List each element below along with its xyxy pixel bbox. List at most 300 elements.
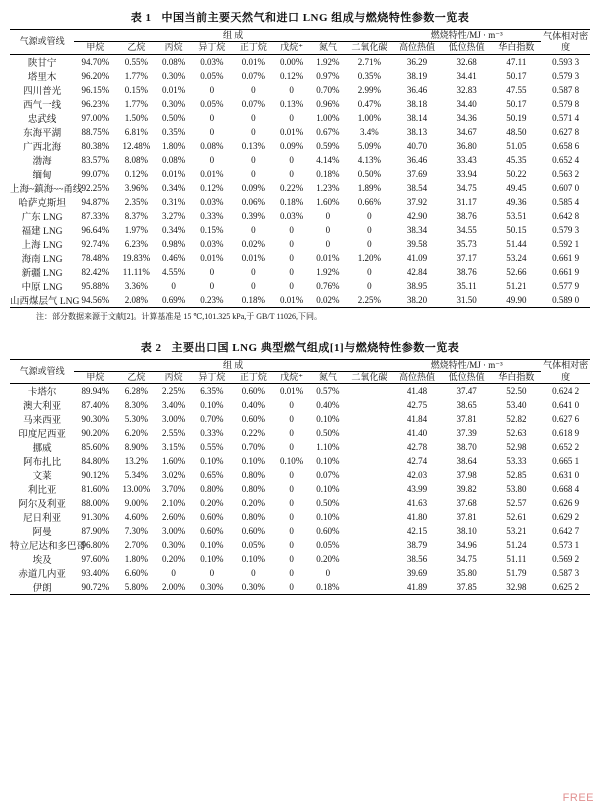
row-cell: 0 xyxy=(289,498,294,509)
row-cell xyxy=(347,384,393,399)
table-1-col-ic4: 异丁烷 xyxy=(198,42,226,53)
table-row xyxy=(10,223,590,237)
row-cell: 87.40% xyxy=(81,400,110,411)
row-cell: 37.98 xyxy=(456,470,477,481)
table-2-header-row-2 xyxy=(10,372,590,384)
row-cell: 0.589 0 xyxy=(552,294,580,305)
row-cell xyxy=(347,538,393,552)
table-row xyxy=(10,384,590,399)
row-cell: 0.96% xyxy=(316,98,340,109)
row-cell: 1.77% xyxy=(124,98,148,109)
row-cell: 0 xyxy=(289,238,294,249)
row-source-name: 马来西亚 xyxy=(23,416,62,427)
row-cell: 0.00% xyxy=(280,56,304,67)
row-cell: 0.12% xyxy=(124,168,148,179)
row-cell: 0.15% xyxy=(200,224,224,235)
row-cell: 6.20% xyxy=(124,428,148,439)
row-cell: 90.12% xyxy=(81,470,110,481)
table-row xyxy=(10,482,590,496)
row-cell: 0.67% xyxy=(316,126,340,137)
row-cell: 4.55% xyxy=(161,266,186,277)
table-row xyxy=(10,251,590,265)
row-cell: 0 xyxy=(367,224,372,235)
row-cell: 96.80% xyxy=(81,540,110,551)
row-cell: 41.89 xyxy=(406,582,428,593)
row-cell: 0.50% xyxy=(357,168,381,179)
row-cell: 0.07% xyxy=(241,98,265,109)
row-cell: 0 xyxy=(325,568,331,579)
row-cell: 33.94 xyxy=(456,168,477,179)
row-cell: 0.50% xyxy=(316,428,340,439)
row-cell: 35.80 xyxy=(456,568,477,579)
row-cell: 0.30% xyxy=(161,540,186,551)
row-cell: 1.80% xyxy=(124,554,148,565)
row-cell: 8.08% xyxy=(124,154,148,165)
row-cell: 34.40 xyxy=(456,98,477,109)
row-cell: 85.60% xyxy=(81,442,110,453)
row-cell: 0.631 0 xyxy=(552,470,580,481)
row-cell: 0.10% xyxy=(241,456,265,467)
row-cell: 87.90% xyxy=(81,526,110,537)
table-row xyxy=(10,468,590,482)
row-source-name: 中原 LNG xyxy=(21,282,63,293)
row-cell: 3.40% xyxy=(161,400,186,411)
row-cell: 0.668 4 xyxy=(552,484,580,495)
row-cell: 38.10 xyxy=(456,526,477,537)
table-1-note: 注：部分数据来源于文献[2]。计算基准是 15 ℃,101.325 kPa,于 GB/T 11026,下同。 xyxy=(36,311,323,321)
row-cell: 3.00% xyxy=(161,526,186,537)
row-cell: 0.18% xyxy=(280,196,304,207)
row-cell: 82.42% xyxy=(81,266,110,277)
row-cell: 0 xyxy=(251,112,256,123)
row-source-name: 福建 LNG xyxy=(21,226,63,237)
table-row xyxy=(10,440,590,454)
row-cell: 0.03% xyxy=(200,238,224,249)
row-cell: 0 xyxy=(367,238,372,249)
table-row xyxy=(10,83,590,97)
row-cell: 0.592 1 xyxy=(552,238,580,249)
row-cell: 31.50 xyxy=(456,294,477,305)
row-cell: 0.01% xyxy=(280,294,304,305)
row-cell: 0.46% xyxy=(161,252,186,263)
row-cell: 0.10% xyxy=(200,554,224,565)
row-cell: 41.09 xyxy=(406,252,428,263)
row-cell: 81.60% xyxy=(81,484,110,495)
row-cell: 3.15% xyxy=(161,442,186,453)
table-row xyxy=(10,153,590,167)
row-cell: 93.40% xyxy=(81,568,110,579)
row-cell: 0.70% xyxy=(316,84,340,95)
row-cell: 0 xyxy=(209,126,215,137)
table-2-header-group-density: 气体相对密度 xyxy=(543,360,589,382)
row-cell: 39.58 xyxy=(406,238,428,249)
table-1-body xyxy=(10,54,590,307)
table-1-caption xyxy=(10,6,590,29)
row-cell: 0.06% xyxy=(241,196,265,207)
row-cell: 0.641 0 xyxy=(552,400,580,411)
table-row xyxy=(10,97,590,111)
row-cell: 0.624 2 xyxy=(552,386,580,397)
row-cell: 1.92% xyxy=(316,266,340,277)
row-cell: 87.33% xyxy=(81,210,110,221)
row-cell: 34.41 xyxy=(456,70,477,81)
row-cell: 3.02% xyxy=(161,470,186,481)
row-cell: 37.39 xyxy=(456,428,477,439)
row-cell: 0.08% xyxy=(161,154,186,165)
row-cell: 0.579 8 xyxy=(552,98,580,109)
row-cell: 0.12% xyxy=(280,70,304,81)
row-cell: 0.09% xyxy=(280,140,304,151)
table-1-col-nc4: 正丁烷 xyxy=(239,42,267,53)
row-cell: 45.35 xyxy=(506,154,527,165)
row-cell: 0.47% xyxy=(357,98,381,109)
row-cell: 50.17 xyxy=(506,98,527,109)
row-cell: 0.10% xyxy=(241,554,265,565)
row-cell: 6.35% xyxy=(200,386,224,397)
row-cell: 0.02% xyxy=(241,238,265,249)
row-cell: 0.33% xyxy=(200,428,224,439)
row-cell: 2.70% xyxy=(124,540,148,551)
row-source-name: 印度尼西亚 xyxy=(18,430,66,441)
row-cell: 90.20% xyxy=(81,428,110,439)
table-2-header-source: 气源或管线 xyxy=(19,366,65,377)
table-2-col-c5plus: 戊烷⁺ xyxy=(280,372,304,383)
row-cell: 51.05 xyxy=(506,140,527,151)
row-cell: 0.03% xyxy=(200,196,224,207)
row-source-name: 四川普光 xyxy=(23,86,62,97)
row-cell: 1.80% xyxy=(161,140,186,151)
row-cell: 0.40% xyxy=(241,400,265,411)
row-cell: 0.10% xyxy=(200,400,224,411)
table-2-caption-text: 主要出口国 LNG 典型燃气组成[1]与燃烧特性参数一览表 xyxy=(171,341,460,354)
row-cell: 0.30% xyxy=(241,582,265,593)
row-cell: 0.13% xyxy=(280,98,304,109)
row-cell: 38.65 xyxy=(456,400,477,411)
row-cell: 91.30% xyxy=(81,512,110,523)
row-cell: 0 xyxy=(289,400,294,411)
row-cell: 47.55 xyxy=(506,84,527,95)
row-cell: 51.79 xyxy=(506,568,527,579)
row-cell: 0 xyxy=(325,210,331,221)
row-cell: 0 xyxy=(289,154,294,165)
row-cell: 0 xyxy=(289,526,294,537)
row-cell: 0.01% xyxy=(161,168,186,179)
row-cell: 0.20% xyxy=(161,554,186,565)
row-cell: 42.90 xyxy=(406,210,428,221)
row-cell: 0.569 2 xyxy=(552,554,580,565)
row-cell: 39.69 xyxy=(406,568,428,579)
row-cell: 47.11 xyxy=(506,56,527,67)
table-2-header-group-composition: 组 成 xyxy=(74,359,392,371)
row-cell: 51.44 xyxy=(506,238,527,249)
row-cell: 0 xyxy=(251,168,256,179)
row-cell: 0 xyxy=(289,112,294,123)
row-source-name: 文莱 xyxy=(32,472,52,483)
table-2-block xyxy=(10,336,590,596)
row-source-name: 利比亚 xyxy=(27,486,57,497)
table-2-body xyxy=(10,384,590,595)
row-cell: 8.30% xyxy=(124,400,148,411)
row-cell: 0 xyxy=(171,568,176,579)
row-cell: 43.99 xyxy=(406,484,428,495)
row-cell: 0 xyxy=(209,154,215,165)
row-cell: 7.30% xyxy=(124,526,148,537)
row-cell xyxy=(347,412,393,426)
row-cell: 2.99% xyxy=(357,84,381,95)
table-2-caption-number: 表 2 xyxy=(140,341,162,354)
row-cell: 0 xyxy=(289,582,294,593)
row-cell: 0.563 2 xyxy=(552,168,580,179)
row-cell: 34.96 xyxy=(456,540,477,551)
row-cell: 50.19 xyxy=(506,112,527,123)
row-cell: 3.4% xyxy=(359,126,379,137)
row-cell: 41.84 xyxy=(406,414,428,425)
row-source-name: 广东 LNG xyxy=(21,212,63,223)
row-cell: 0.10% xyxy=(200,540,224,551)
row-cell: 39.82 xyxy=(456,484,477,495)
row-cell: 0 xyxy=(209,280,215,291)
table-row xyxy=(10,54,590,69)
row-cell: 0.593 3 xyxy=(552,56,580,67)
row-cell: 0.22% xyxy=(241,428,265,439)
row-cell: 0 xyxy=(289,280,294,291)
row-cell: 5.34% xyxy=(124,470,148,481)
row-cell: 0.10% xyxy=(316,414,340,425)
row-source-name: 广西北海 xyxy=(23,142,62,153)
row-cell: 36.29 xyxy=(406,56,428,67)
row-cell: 6.81% xyxy=(124,126,148,137)
row-cell: 0.07% xyxy=(241,70,265,81)
row-cell: 41.63 xyxy=(406,498,428,509)
table-1-header-group-combustion: 燃烧特性/MJ · m⁻³ xyxy=(392,30,541,42)
table-row xyxy=(10,566,590,580)
row-cell xyxy=(347,496,393,510)
row-source-name: 赤道几内亚 xyxy=(18,570,66,581)
row-source-name: 渤海 xyxy=(32,156,52,167)
row-cell: 38.79 xyxy=(406,540,428,551)
table-1 xyxy=(10,29,590,308)
row-cell: 0 xyxy=(289,554,294,565)
row-cell: 0.18% xyxy=(316,582,340,593)
row-cell: 9.00% xyxy=(124,498,148,509)
row-cell: 0.642 7 xyxy=(552,526,580,537)
row-cell: 38.54 xyxy=(406,182,428,193)
row-cell: 13.00% xyxy=(122,484,151,495)
table-row xyxy=(10,125,590,139)
row-cell: 2.10% xyxy=(161,498,186,509)
row-cell: 0 xyxy=(251,266,256,277)
row-cell: 89.94% xyxy=(81,386,110,397)
row-cell: 1.50% xyxy=(124,112,148,123)
row-cell: 0.652 2 xyxy=(552,442,580,453)
table-row xyxy=(10,237,590,251)
table-row xyxy=(10,510,590,524)
row-cell: 4.13% xyxy=(357,154,381,165)
table-2-col-n2: 氮气 xyxy=(318,372,337,383)
table-row xyxy=(10,69,590,83)
table-row xyxy=(10,454,590,468)
row-cell: 3.36% xyxy=(124,280,148,291)
row-cell: 1.23% xyxy=(316,182,340,193)
table-2-col-ch4: 甲烷 xyxy=(86,372,105,383)
row-cell: 0 xyxy=(289,266,294,277)
row-cell: 1.92% xyxy=(316,56,340,67)
row-cell: 0.05% xyxy=(316,540,340,551)
row-cell xyxy=(347,510,393,524)
row-cell: 6.28% xyxy=(124,386,148,397)
row-cell xyxy=(347,426,393,440)
table-1-header-group-composition: 组 成 xyxy=(74,30,392,42)
row-cell: 96.64% xyxy=(81,224,110,235)
row-cell: 1.97% xyxy=(124,224,148,235)
table-2-header-group-combustion: 燃烧特性/MJ · m⁻³ xyxy=(392,359,541,371)
row-source-name: 哈萨克斯坦 xyxy=(18,198,66,209)
row-cell: 84.80% xyxy=(81,456,110,467)
row-cell: 48.50 xyxy=(506,126,527,137)
row-cell: 1.77% xyxy=(124,70,148,81)
row-cell: 0.03% xyxy=(280,210,304,221)
row-cell: 0.587 3 xyxy=(552,568,580,579)
row-cell: 0 xyxy=(289,84,294,95)
row-cell: 0 xyxy=(289,442,294,453)
row-cell: 0.13% xyxy=(241,140,265,151)
row-cell: 34.55 xyxy=(456,224,477,235)
row-source-name: 塔里木 xyxy=(27,72,57,83)
row-cell xyxy=(347,580,393,595)
table-row xyxy=(10,111,590,125)
table-2-col-wobbe: 华白指数 xyxy=(498,372,535,383)
row-cell: 0 xyxy=(367,280,372,291)
row-cell: 78.48% xyxy=(81,252,110,263)
table-row xyxy=(10,398,590,412)
row-cell: 0.10% xyxy=(200,456,224,467)
row-cell: 37.81 xyxy=(456,414,477,425)
row-cell: 94.87% xyxy=(81,196,110,207)
row-cell: 5.80% xyxy=(124,582,148,593)
row-cell: 0.01% xyxy=(280,386,304,397)
row-cell: 0 xyxy=(251,84,256,95)
row-source-name: 海南 LNG xyxy=(21,254,63,265)
row-cell: 34.36 xyxy=(456,112,477,123)
row-cell: 53.33 xyxy=(506,456,527,467)
row-cell: 0.05% xyxy=(200,98,224,109)
row-cell: 97.60% xyxy=(81,554,110,565)
table-1-header-source: 气源或管线 xyxy=(19,36,65,47)
row-cell: 1.00% xyxy=(316,112,340,123)
row-cell: 32.68 xyxy=(456,56,477,67)
row-cell: 0.12% xyxy=(200,182,224,193)
row-cell: 0 xyxy=(289,540,294,551)
row-cell: 0 xyxy=(289,428,294,439)
row-cell: 90.30% xyxy=(81,414,110,425)
row-cell: 53.80 xyxy=(506,484,527,495)
row-cell: 0.20% xyxy=(316,554,340,565)
row-cell: 0 xyxy=(251,126,256,137)
table-2-caption xyxy=(10,336,590,359)
row-cell: 2.60% xyxy=(161,512,186,523)
row-cell: 1.00% xyxy=(357,112,381,123)
row-cell: 0 xyxy=(367,266,372,277)
row-cell xyxy=(347,468,393,482)
row-cell: 42.03 xyxy=(406,470,428,481)
row-source-name: 卡塔尔 xyxy=(27,388,57,399)
row-cell: 0.629 2 xyxy=(552,512,580,523)
row-cell: 0.55% xyxy=(200,442,224,453)
row-source-name: 东海平湖 xyxy=(23,128,62,139)
row-cell: 0.35% xyxy=(357,70,381,81)
row-cell: 0.618 9 xyxy=(552,428,580,439)
row-cell: 0.02% xyxy=(316,294,340,305)
table-row xyxy=(10,524,590,538)
row-cell: 38.20 xyxy=(406,294,428,305)
row-cell: 37.92 xyxy=(406,196,428,207)
table-1-col-c3h8: 丙烷 xyxy=(164,42,183,53)
row-cell: 0 xyxy=(367,210,372,221)
row-cell: 0 xyxy=(325,224,331,235)
row-cell: 0 xyxy=(289,470,294,481)
row-cell: 52.85 xyxy=(506,470,527,481)
row-cell: 1.60% xyxy=(316,196,340,207)
row-cell: 50.15 xyxy=(506,224,527,235)
row-cell: 36.80 xyxy=(456,140,477,151)
row-cell: 83.57% xyxy=(81,154,110,165)
row-cell: 3.00% xyxy=(161,414,186,425)
row-cell: 37.69 xyxy=(406,168,428,179)
row-cell: 0.66% xyxy=(357,196,381,207)
row-cell: 0.10% xyxy=(316,484,340,495)
row-cell: 34.75 xyxy=(456,182,477,193)
row-cell: 0.573 1 xyxy=(552,540,580,551)
row-cell: 32.98 xyxy=(506,582,527,593)
row-cell: 32.83 xyxy=(456,84,477,95)
row-source-name: 澳大利亚 xyxy=(23,402,62,413)
row-cell: 0.01% xyxy=(241,56,265,67)
row-cell: 49.45 xyxy=(506,182,527,193)
row-source-name: 忠武线 xyxy=(27,114,57,125)
row-cell: 0.80% xyxy=(241,484,265,495)
row-cell: 1.60% xyxy=(161,456,186,467)
row-cell: 0.30% xyxy=(161,70,186,81)
table-2-col-c3h8: 丙烷 xyxy=(164,372,183,383)
row-cell: 90.72% xyxy=(81,582,110,593)
row-cell: 51.21 xyxy=(506,280,527,291)
row-cell: 0.05% xyxy=(200,70,224,81)
row-cell: 0.20% xyxy=(200,498,224,509)
row-cell: 0 xyxy=(289,414,294,425)
row-cell: 41.80 xyxy=(406,512,428,523)
row-cell: 0.627 6 xyxy=(552,414,580,425)
row-cell: 38.76 xyxy=(456,266,477,277)
row-cell: 0.661 9 xyxy=(552,252,580,263)
row-cell: 0.60% xyxy=(316,526,340,537)
table-1-caption-text: 中国当前主要天然气和进口 LNG 组成与燃烧特性参数一览表 xyxy=(161,12,470,24)
row-cell: 0.01% xyxy=(280,126,304,137)
row-cell: 0.18% xyxy=(316,168,340,179)
row-cell: 2.35% xyxy=(124,196,148,207)
row-cell: 38.70 xyxy=(456,442,477,453)
row-cell: 49.90 xyxy=(506,294,527,305)
row-cell: 2.08% xyxy=(124,294,148,305)
table-2-col-c2h6: 乙烷 xyxy=(127,372,146,383)
row-cell: 0.665 1 xyxy=(552,456,580,467)
row-cell: 40.70 xyxy=(406,140,428,151)
row-cell: 0 xyxy=(251,154,256,165)
row-cell: 42.84 xyxy=(406,266,428,277)
table-row xyxy=(10,139,590,153)
row-cell: 0.01% xyxy=(241,252,265,263)
row-cell: 0.57% xyxy=(316,386,340,397)
row-cell: 0.22% xyxy=(280,182,304,193)
